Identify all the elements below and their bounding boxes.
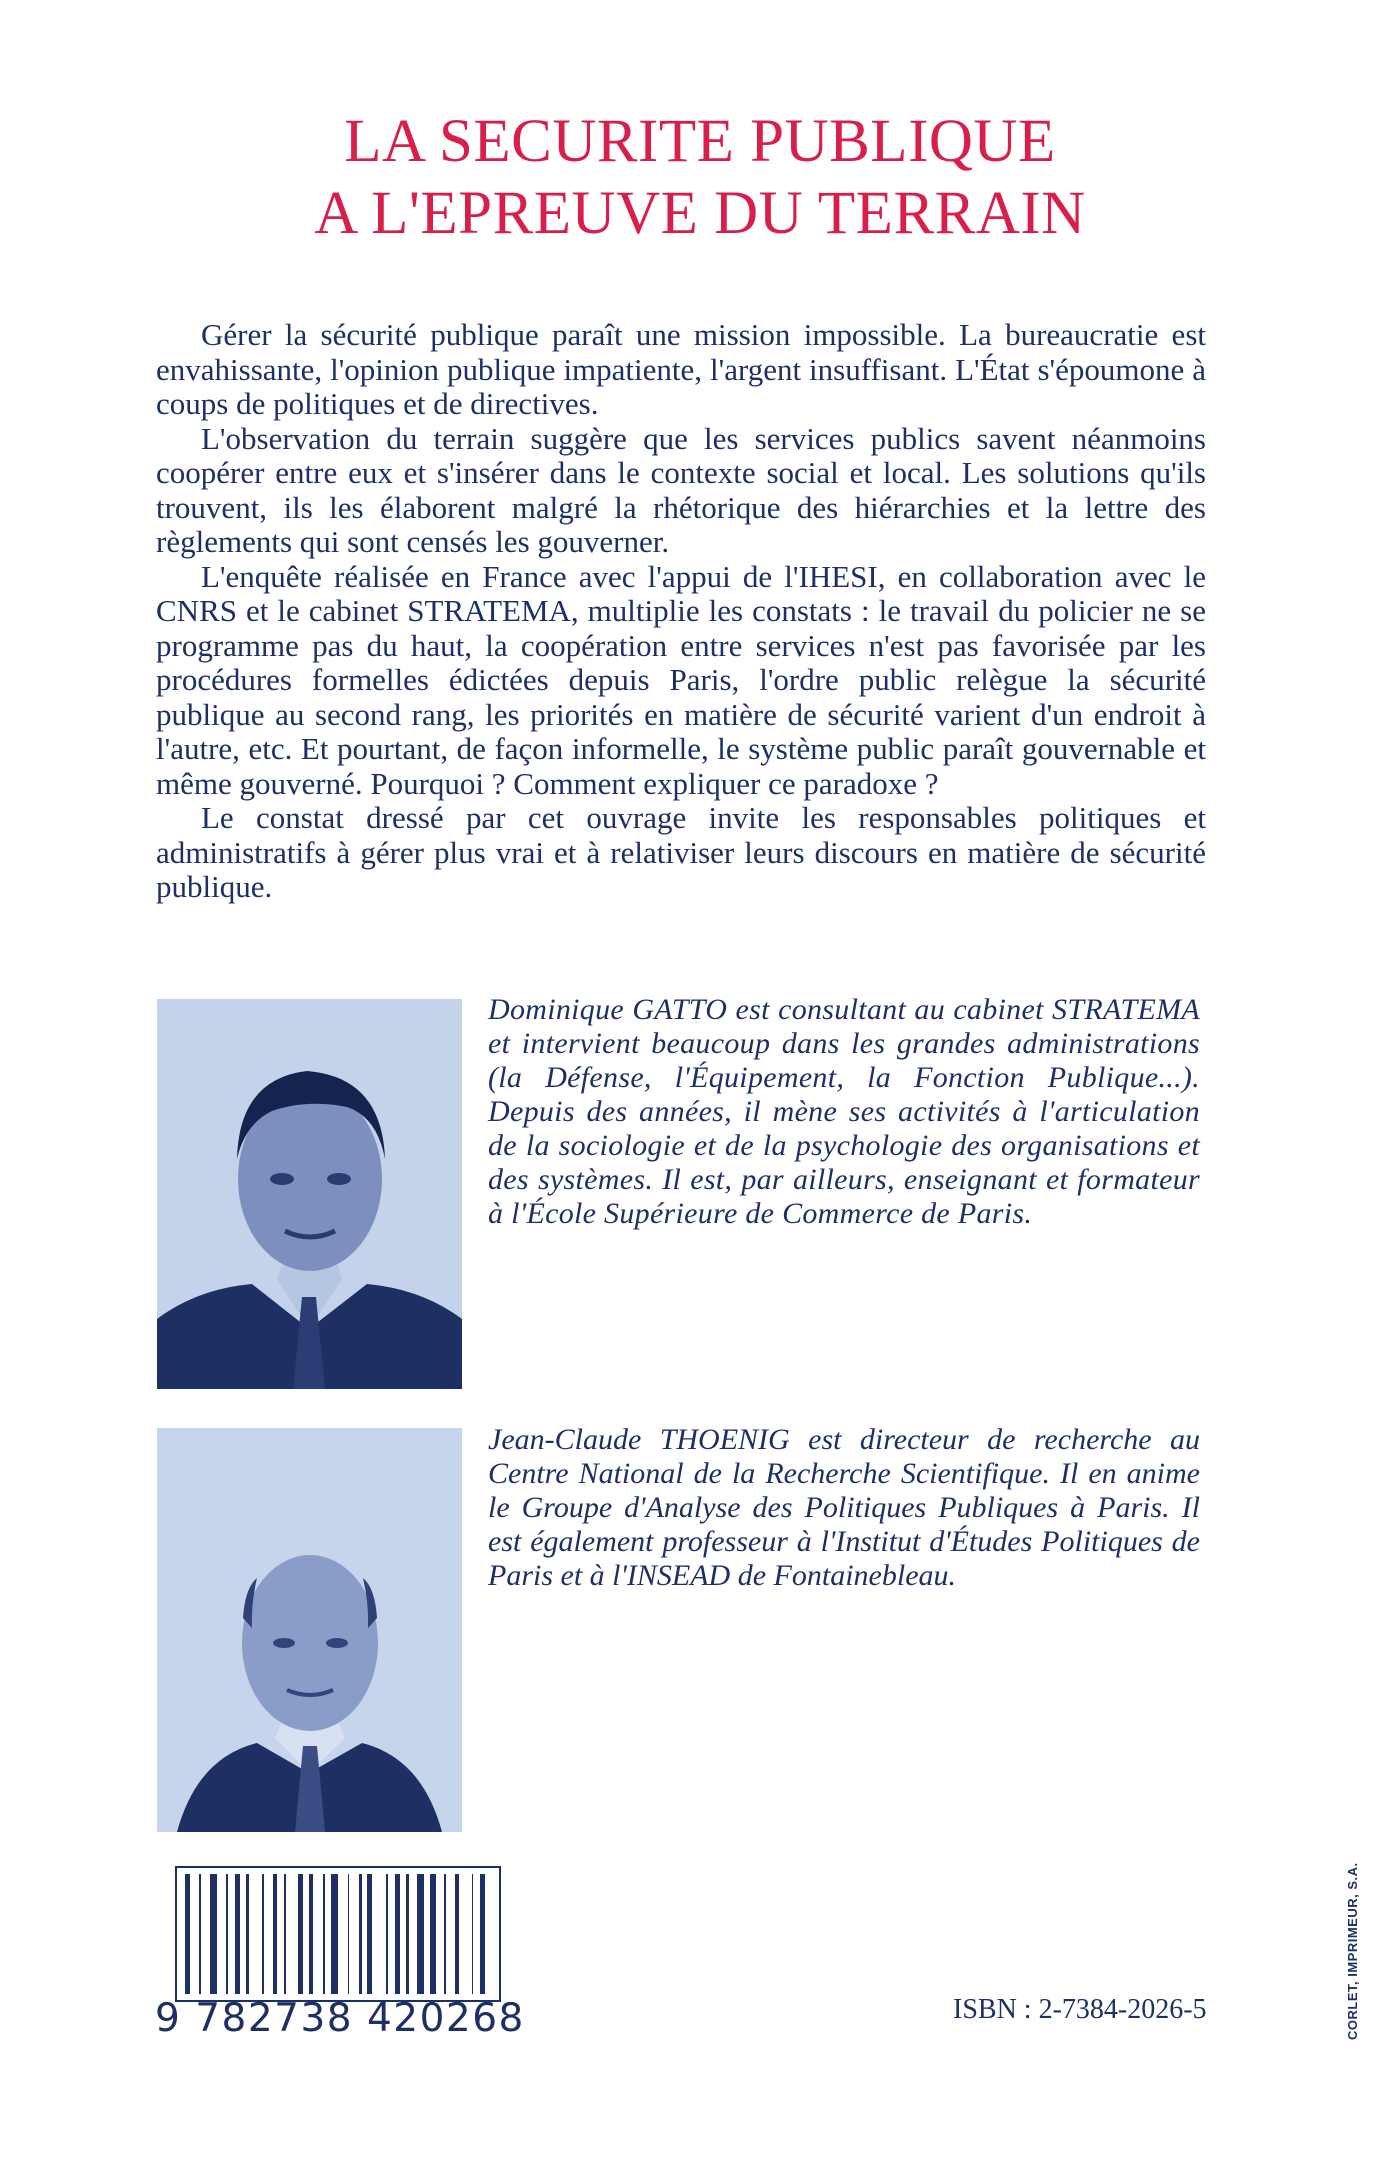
barcode-bar (348, 1874, 350, 1994)
barcode-bar (185, 1874, 190, 1994)
title-line-2: A L'EPREUVE DU TERRAIN (314, 180, 1086, 247)
barcode-bar (210, 1874, 217, 1994)
barcode-bar (323, 1874, 325, 1994)
summary-paragraph: Le constat dressé par cet ouvrage invite les responsables politiques et administratifs à gérer plus vrai et à relativiser leurs discours en matière de sécurité publique. (156, 800, 1206, 904)
isbn: ISBN : 2-7384-2026-5 (953, 1994, 1207, 2025)
summary-paragraph: Gérer la sécurité publique paraît une mission impossible. La bureaucratie est envahissante, l'opinion publique impatiente, l'argent insuffisant. L'État s'époumone à coups de politiques et de directives. (156, 317, 1206, 421)
book-title (0, 106, 1400, 250)
author-photo-gatto (157, 999, 462, 1389)
author-bio-thoenig: Jean-Claude THOENIG est directeur de recherche au Centre National de la Recherche Scientifique. Il en anime le Groupe d'Analyse des Politiques Publiques à Paris. Il est également professeur à l'Institut d'Études Politiques de Paris et à l'INSEAD de Fontainebleau. (488, 1423, 1200, 1592)
barcode (155, 1866, 525, 2044)
barcode-bar (199, 1874, 201, 1994)
barcode-bar (284, 1874, 286, 1994)
barcode-bar (359, 1874, 363, 1994)
barcode-bar (472, 1874, 474, 1994)
barcode-box (175, 1866, 501, 2002)
barcode-bars (185, 1874, 491, 1994)
barcode-bar (262, 1874, 264, 1994)
summary-paragraph: L'enquête réalisée en France avec l'appui de l'IHESI, en collaboration avec le CNRS et le cabinet STRATEMA, multiplie les constats : le travail du policier ne se programme pas du haut, la coopération entre services n'est pas favorisée par les procédures formelles édictées depuis Paris, l'ordre public relègue la sécurité publique au second rang, les priorités en matière de sécurité varient d'un endroit à l'autre, etc. Et pourtant, de façon informelle, le système public paraît gouvernable et même gouverné. Pourquoi ? Comment expliquer ce paradoxe ? (156, 558, 1206, 801)
barcode-bar (331, 1874, 338, 1994)
barcode-bar (246, 1874, 250, 1994)
summary-paragraph: L'observation du terrain suggère que les services publics savent néanmoins coopérer entre eux et s'insérer dans le contexte social et local. Les solutions qu'ils trouvent, ils les élaborent malgré la rhétorique des hiérarchies et la lettre des règlements qui sont censés les gouverner. (156, 420, 1206, 559)
printer-credit: CORLET, IMPRIMEUR, S.A. (1345, 1862, 1360, 2040)
barcode-bar (444, 1874, 446, 1994)
barcode-bar (386, 1874, 388, 1994)
barcode-bar (406, 1874, 410, 1994)
barcode-bar (309, 1874, 313, 1994)
barcode-bar (455, 1874, 459, 1994)
barcode-bar (430, 1874, 435, 1994)
barcode-digits: 9 782738 420268 (155, 1996, 525, 2041)
author-bio-gatto: Dominique GATTO est consultant au cabinet STRATEMA et intervient beaucoup dans les grandes administrations (la Défense, l'Équipement, la Fonction Publique...). Depuis des années, il mène ses activités à l'articulation de la sociologie et de la psychologie des organisations et des systèmes. Il est, par ailleurs, enseignant et formateur à l'École Supérieure de Commerce de Paris. (488, 993, 1200, 1230)
summary-text (156, 318, 1206, 905)
barcode-bar (417, 1874, 424, 1994)
barcode-bar (395, 1874, 400, 1994)
barcode-bar (226, 1874, 228, 1994)
author-photo-thoenig (157, 1428, 462, 1832)
barcode-bar (273, 1874, 277, 1994)
barcode-bar (367, 1874, 372, 1994)
barcode-bar (480, 1874, 485, 1994)
barcode-bar (235, 1874, 240, 1994)
barcode-bar (298, 1874, 303, 1994)
title-line-1: LA SECURITE PUBLIQUE (344, 108, 1056, 175)
